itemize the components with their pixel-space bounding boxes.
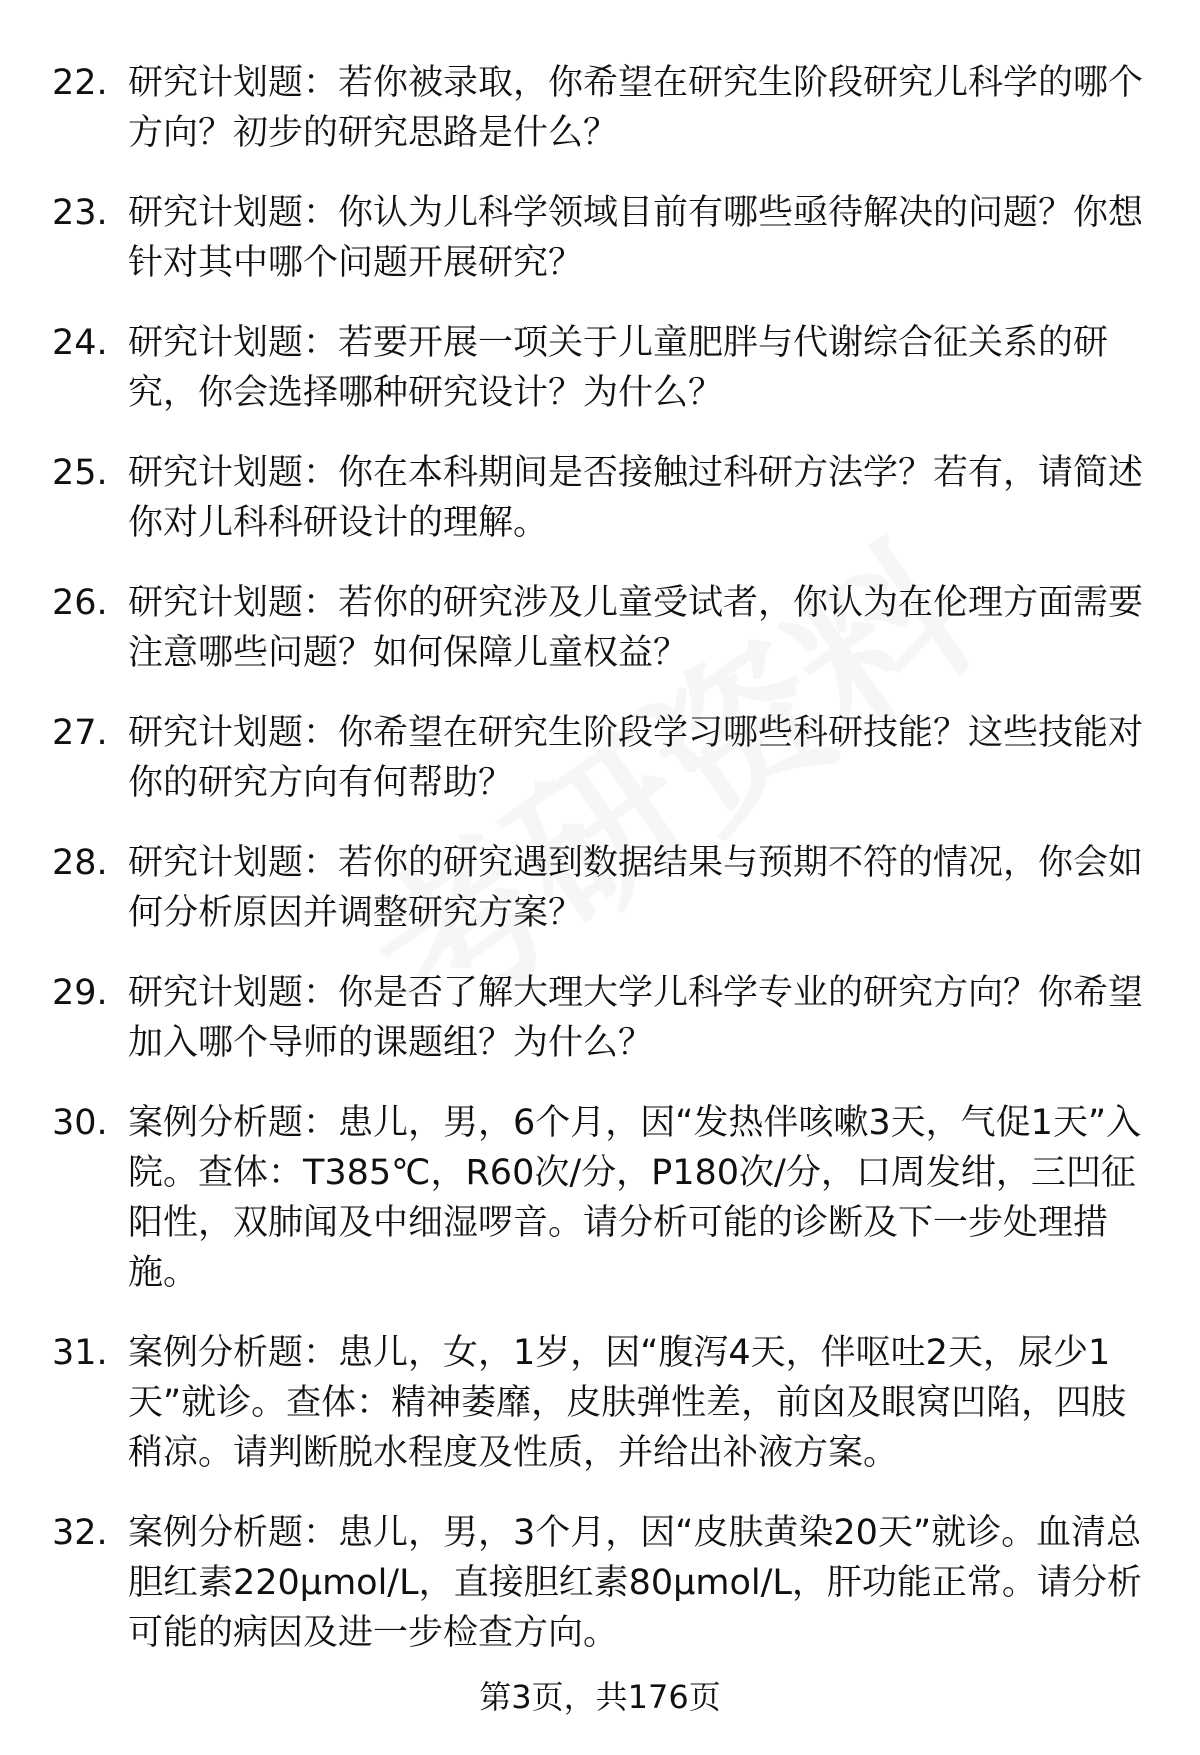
question-number: 27. xyxy=(52,713,108,753)
question-number: 24. xyxy=(52,323,108,363)
question-text: 研究计划题：你在本科期间是否接触过科研方法学？若有，请简述你对儿科科研设计的理解。 xyxy=(128,453,1144,543)
question-text: 研究计划题：若你被录取，你希望在研究生阶段研究儿科学的哪个方向？初步的研究思路是什么？ xyxy=(128,63,1144,153)
question-text: 案例分析题：患儿，男，3个月，因“皮肤黄染20天”就诊。血清总胆红素220μmol/L，直接胆红素80μmol/L，肝功能正常。请分析可能的病因及进一步检查方向。 xyxy=(128,1513,1142,1653)
question-text: 案例分析题：患儿，女，1岁，因“腹泻4天，伴呕吐2天，尿少1天”就诊。查体：精神萎靡，皮肤弹性差，前囟及眼窝凹陷，四肢稍凉。请判断脱水程度及性质，并给出补液方案。 xyxy=(128,1333,1127,1473)
question-text: 研究计划题：若要开展一项关于儿童肥胖与代谢综合征关系的研究，你会选择哪种研究设计？为什么？ xyxy=(128,323,1109,413)
question-text: 研究计划题：你认为儿科学领域目前有哪些亟待解决的问题？你想针对其中哪个问题开展研究？ xyxy=(128,193,1144,283)
question-item xyxy=(52,1098,1152,1298)
question-item xyxy=(52,318,1152,418)
question-number: 23. xyxy=(52,193,108,233)
question-number: 25. xyxy=(52,453,108,493)
question-number: 31. xyxy=(52,1333,108,1373)
page-footer xyxy=(0,1675,1200,1719)
question-item xyxy=(52,1508,1152,1658)
question-text: 研究计划题：若你的研究遇到数据结果与预期不符的情况，你会如何分析原因并调整研究方案？ xyxy=(128,843,1144,933)
question-number: 32. xyxy=(52,1513,108,1553)
question-item xyxy=(52,708,1152,808)
question-item xyxy=(52,838,1152,938)
question-number: 28. xyxy=(52,843,108,883)
question-text: 研究计划题：你希望在研究生阶段学习哪些科研技能？这些技能对你的研究方向有何帮助？ xyxy=(128,713,1144,803)
question-item xyxy=(52,1328,1152,1478)
question-item xyxy=(52,188,1152,288)
page-number: 第3页，共176页 xyxy=(479,1678,721,1716)
question-number: 30. xyxy=(52,1103,108,1143)
question-item xyxy=(52,58,1152,158)
question-number: 29. xyxy=(52,973,108,1013)
question-item xyxy=(52,578,1152,678)
question-item xyxy=(52,448,1152,548)
question-number: 22. xyxy=(52,63,108,103)
question-text: 研究计划题：你是否了解大理大学儿科学专业的研究方向？你希望加入哪个导师的课题组？为什么？ xyxy=(128,973,1144,1063)
question-text: 研究计划题：若你的研究涉及儿童受试者，你认为在伦理方面需要注意哪些问题？如何保障儿童权益？ xyxy=(128,583,1144,673)
question-item xyxy=(52,968,1152,1068)
question-text: 案例分析题：患儿，男，6个月，因“发热伴咳嗽3天，气促1天”入院。查体：T385℃，R60次/分，P180次/分，口周发绀，三凹征阳性，双肺闻及中细湿啰音。请分析可能的诊断及下一步处理措施。 xyxy=(128,1103,1142,1293)
question-list xyxy=(52,58,1152,1688)
question-number: 26. xyxy=(52,583,108,623)
